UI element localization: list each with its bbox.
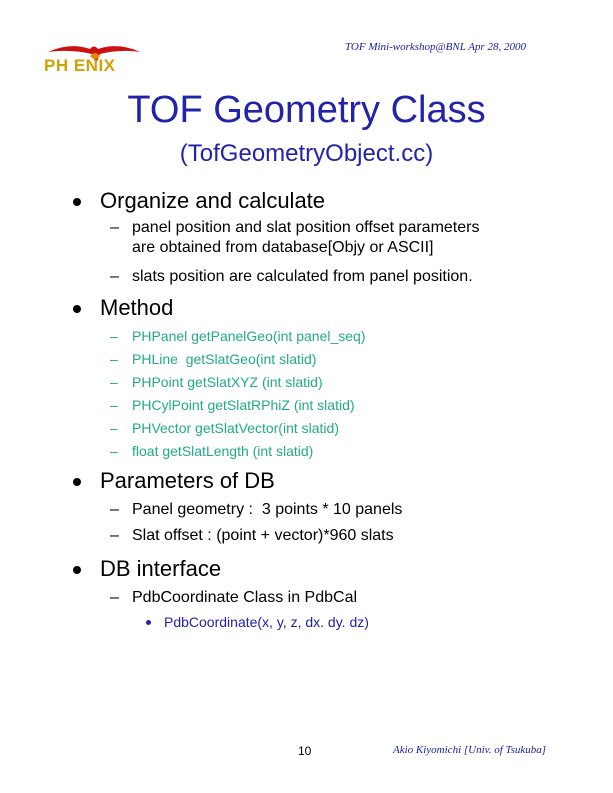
bullet-dot [73,478,81,486]
section-organize [0,188,613,285]
list-item-text: PHLine getSlatGeo(int slatid) [132,351,317,367]
section-db-interface [0,556,613,630]
section-heading: Organize and calculate [100,188,326,213]
list-item-text: slats position are calculated from panel position. [132,268,473,285]
section-heading: Parameters of DB [100,468,275,493]
dash-marker: – [110,501,119,518]
section-heading: DB interface [100,556,222,581]
dash-marker: – [110,420,118,436]
dash-marker: – [110,527,119,544]
bullet-dot [73,305,81,313]
list-item-text: PHPoint getSlatXYZ (int slatid) [132,374,323,390]
header-note: TOF Mini-workshop@BNL Apr 28, 2000 [345,41,526,53]
dash-marker: – [110,268,119,285]
section-method [0,295,613,459]
bullet-dot [73,566,81,574]
list-item-text: PHPanel getPanelGeo(int panel_seq) [132,328,366,344]
list-item-text: float getSlatLength (int slatid) [132,443,314,459]
list-item-text: PHCylPoint getSlatRPhiZ (int slatid) [132,397,355,413]
page-number: 10 [298,744,312,758]
page-title: TOF Geometry Class [127,89,486,131]
section-parameters [0,468,613,544]
dash-marker: – [110,397,118,413]
phenix-logo [40,40,150,80]
list-item-text: Slat offset : (point + vector)*960 slats [132,527,394,544]
dash-marker: – [110,443,118,459]
list-item-text: PdbCoordinate Class in PdbCal [132,589,358,606]
bullet-dot [73,198,81,206]
dash-marker: – [110,589,119,606]
list-item-text: PHVector getSlatVector(int slatid) [132,420,339,436]
list-item-text: panel position and slat position offset parameters [132,219,480,236]
sub-list-item-text: PdbCoordinate(x, y, z, dx. dy. dz) [164,614,369,630]
list-item-text: are obtained from database[Objy or ASCII] [132,239,434,256]
section-heading: Method [100,295,174,320]
dash-marker: – [110,219,119,236]
list-item-text: Panel geometry : 3 points * 10 panels [132,501,403,518]
dash-marker: – [110,328,118,344]
sub-bullet-dot [146,620,151,625]
logo-text: PH ENIX [44,56,116,75]
footer-author: Akio Kiyomichi [Univ. of Tsukuba] [393,744,547,756]
dash-marker: – [110,351,118,367]
dash-marker: – [110,374,118,390]
page-subtitle: (TofGeometryObject.cc) [179,140,434,167]
